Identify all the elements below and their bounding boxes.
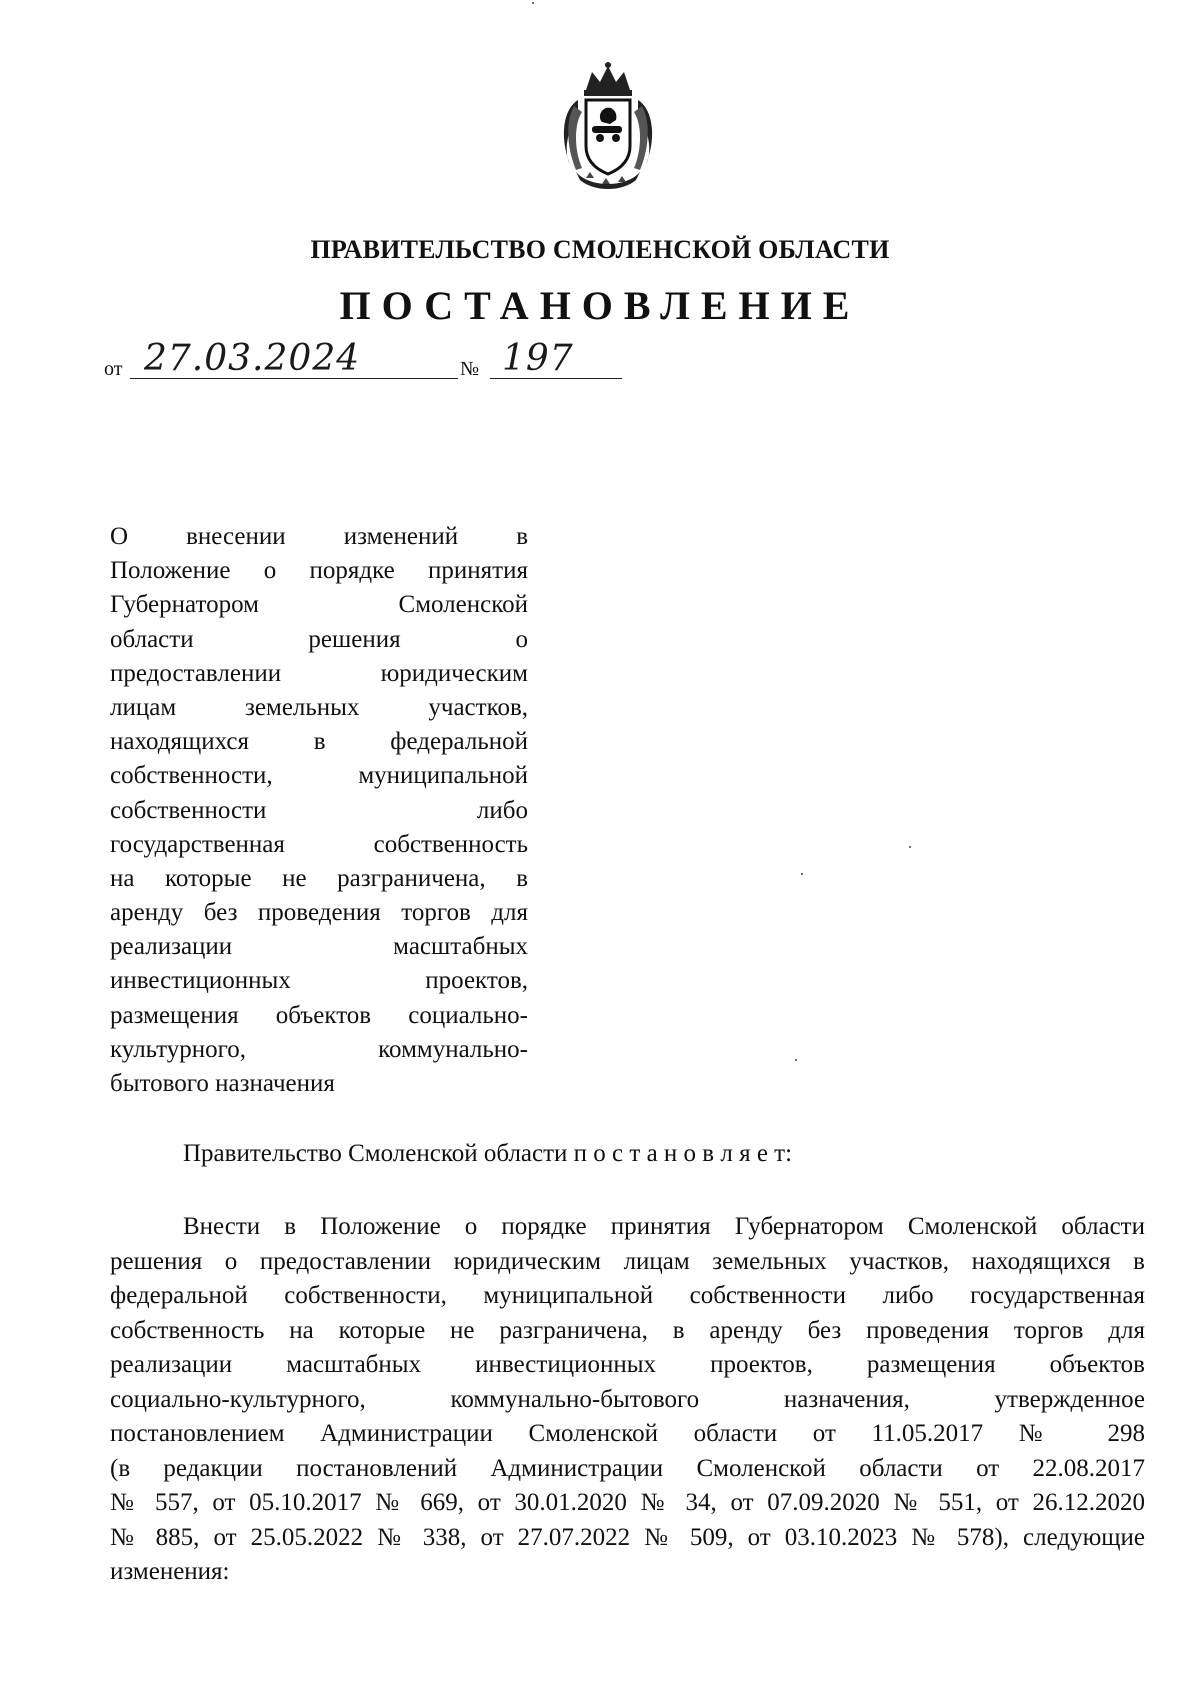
subject-line: О внесении изменений в bbox=[110, 523, 528, 550]
coat-of-arms-emblem bbox=[556, 60, 660, 196]
subject-line: предоставлении юридическим bbox=[110, 659, 528, 687]
body-line: решения о предоставлении юридическим лицам земельных участков, находящихся в bbox=[110, 1247, 1145, 1275]
subject-line: собственности либо bbox=[110, 796, 528, 824]
subject-line: инвестиционных проектов, bbox=[110, 967, 528, 995]
body-line: Внести в Положение о порядке принятия Губернатором Смоленской области bbox=[183, 1213, 1145, 1240]
number-label: № bbox=[460, 358, 480, 380]
body-line: реализации масштабных инвестиционных проектов, размещения объектов bbox=[110, 1351, 1145, 1378]
body-line: социально-культурного, коммунально-бытового назначения, утвержденное bbox=[110, 1385, 1145, 1413]
document-type-title: ПОСТАНОВЛЕНИЕ bbox=[339, 283, 861, 328]
subject-line: Положение о порядке принятия bbox=[110, 557, 528, 585]
scan-speck bbox=[909, 846, 911, 848]
organization-title: ПРАВИТЕЛЬСТВО СМОЛЕНСКОЙ ОБЛАСТИ bbox=[310, 235, 890, 264]
scan-speck bbox=[795, 1059, 797, 1061]
scan-speck bbox=[532, 2, 534, 4]
subject-line: государственная собственность bbox=[110, 830, 528, 858]
subject-line: лицам земельных участков, bbox=[110, 693, 528, 721]
subject-line: собственности, муниципальной bbox=[110, 762, 528, 790]
subject-line: на которые не разграничена, в bbox=[110, 864, 528, 892]
handwritten-number: 197 bbox=[502, 338, 574, 379]
body-line: собственность на которые не разграничена, в аренду без проведения торгов для bbox=[110, 1316, 1145, 1344]
from-label: от bbox=[104, 358, 123, 380]
body-line: № 557, от 05.10.2017 № 669, от 30.01.2020 № 34, от 07.09.2020 № 551, от 26.12.2020 bbox=[110, 1489, 1145, 1516]
subject-line: аренду без проведения торгов для bbox=[110, 899, 528, 927]
body-line: (в редакции постановлений Администрации Смоленской области от 22.08.2017 bbox=[110, 1454, 1145, 1482]
subject-line: реализации масштабных bbox=[110, 933, 528, 961]
subject-line: области решения о bbox=[110, 625, 528, 653]
resolve-statement: Правительство Смоленской области п о с т а н о в л я е т: bbox=[183, 1140, 793, 1167]
body-line: изменения: bbox=[110, 1558, 230, 1585]
subject-line: находящихся в федеральной bbox=[110, 728, 528, 756]
subject-line: бытового назначения bbox=[110, 1070, 335, 1097]
body-line: № 885, от 25.05.2022 № 338, от 27.07.2022 № 509, от 03.10.2023 № 578), следующие bbox=[110, 1523, 1145, 1551]
body-line: постановлением Администрации Смоленской области от 11.05.2017 № 298 bbox=[110, 1420, 1145, 1447]
body-line: федеральной собственности, муниципальной собственности либо государственная bbox=[110, 1282, 1145, 1309]
body-paragraph bbox=[110, 1210, 1145, 1590]
document-subject bbox=[110, 520, 528, 1101]
subject-line: культурного, коммунально- bbox=[110, 1035, 528, 1063]
scan-speck bbox=[801, 873, 803, 875]
subject-line: размещения объектов социально- bbox=[110, 1001, 528, 1029]
handwritten-date: 27.03.2024 bbox=[144, 338, 361, 379]
subject-line: Губернатором Смоленской bbox=[110, 591, 528, 619]
